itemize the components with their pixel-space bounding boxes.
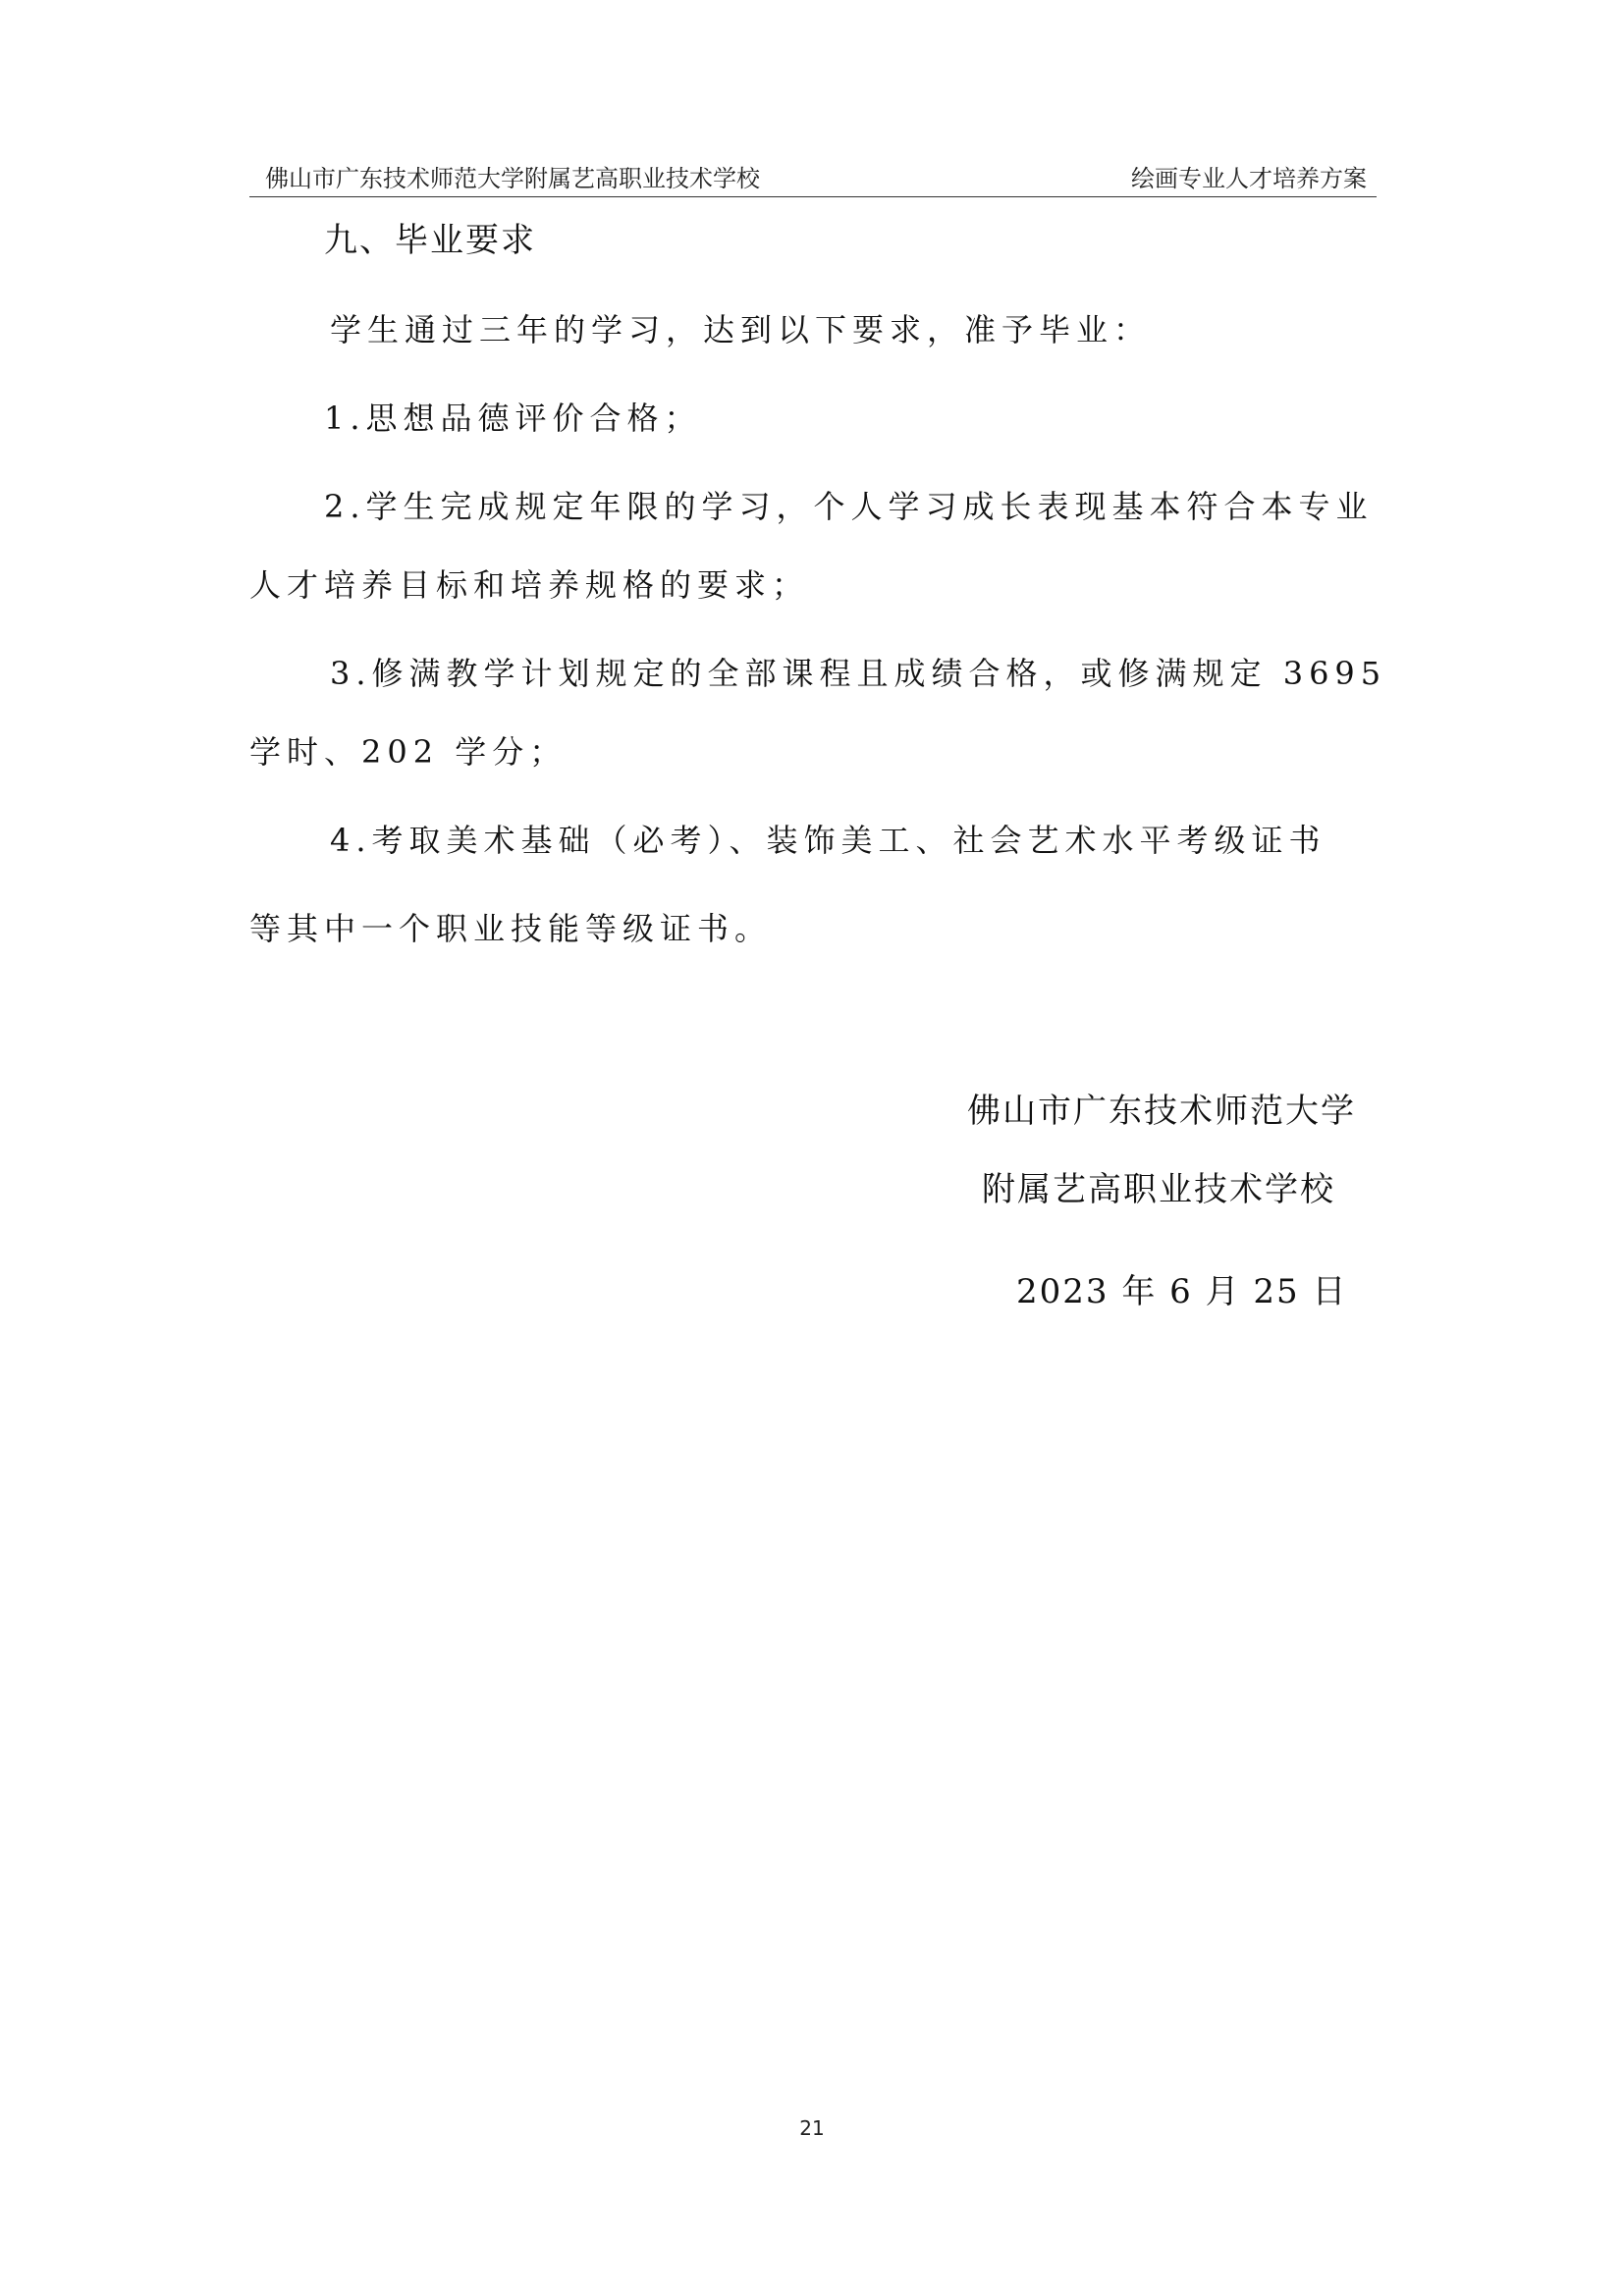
page-header <box>265 164 1377 193</box>
signature-school-line-1: 佛山市广东技术师范大学 <box>967 1092 1356 1131</box>
intro-paragraph: 学生通过三年的学习，达到以下要求，准予毕业： <box>330 311 1152 348</box>
requirement-3-line-1: 3.修满教学计划规定的全部课程且成绩合格，或修满规定 3695 <box>330 655 1387 692</box>
requirement-3-line-2: 学时、202 学分； <box>249 733 568 771</box>
header-document-title: 绘画专业人才培养方案 <box>1131 165 1367 192</box>
requirement-4-line-2: 等其中一个职业技能等级证书。 <box>249 910 773 947</box>
signature-date: 2023 年 6 月 25 日 <box>1016 1272 1348 1311</box>
requirement-1: 1.思想品德评价合格； <box>324 400 702 437</box>
requirement-4-line-1: 4.考取美术基础（必考）、装饰美工、社会艺术水平考级证书 <box>330 822 1326 859</box>
requirement-2-line-2: 人才培养目标和培养规格的要求； <box>249 566 810 604</box>
header-divider <box>249 196 1377 197</box>
requirement-2-line-1: 2.学生完成规定年限的学习，个人学习成长表现基本符合本专业 <box>324 488 1374 525</box>
signature-school-line-2: 附属艺高职业技术学校 <box>982 1170 1335 1209</box>
section-title: 九、毕业要求 <box>324 221 536 260</box>
page-number: 21 <box>799 2116 825 2140</box>
header-school-name: 佛山市广东技术师范大学附属艺高职业技术学校 <box>265 165 760 192</box>
